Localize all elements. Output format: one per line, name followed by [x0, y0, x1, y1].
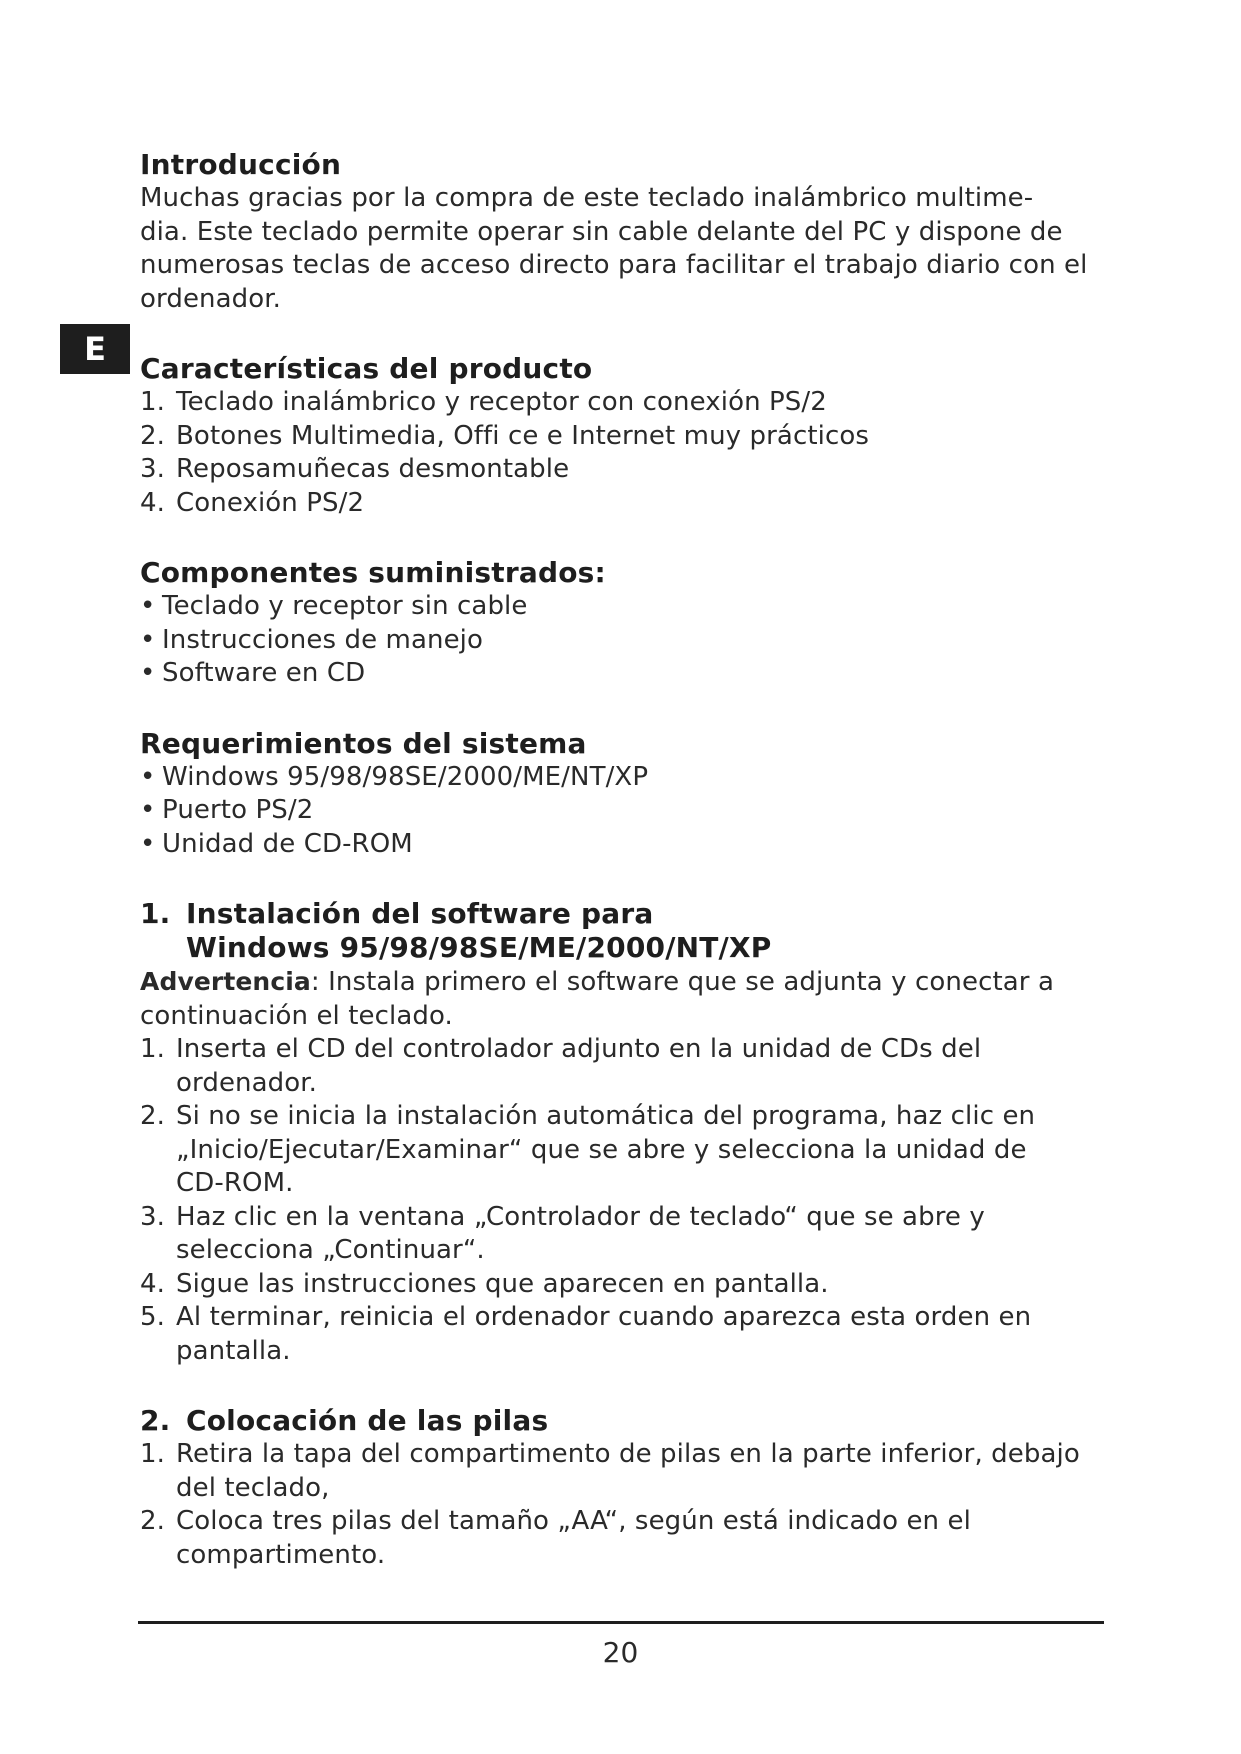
- item-text: Sigue las instrucciones que aparecen en pantalla.: [176, 1268, 829, 1299]
- language-tab-e: E: [60, 324, 130, 374]
- item-text: Teclado y receptor sin cable: [162, 591, 528, 621]
- list-item: [140, 761, 1100, 795]
- page-number: 20: [602, 1636, 639, 1669]
- list-item: [140, 624, 1100, 658]
- list-item: [140, 1201, 1100, 1268]
- item-number: 1.: [140, 387, 166, 417]
- install-title: [140, 897, 1100, 931]
- item-text: Reposamuñecas desmontable: [176, 454, 570, 484]
- item-text: compartimento.: [176, 1539, 386, 1570]
- batteries-title: [140, 1404, 1100, 1438]
- item-text: selecciona „Continuar“.: [176, 1235, 485, 1265]
- item-number: 1.: [140, 1034, 166, 1064]
- features-list: [140, 386, 1100, 520]
- footer-divider: [138, 1621, 1104, 1624]
- intro-line: Muchas gracias por la compra de este teclado inalámbrico multime-: [140, 183, 1034, 213]
- intro-line: dia. Este teclado permite operar sin cable delante del PC y dispone de: [140, 216, 1063, 247]
- warning-text: [140, 965, 1100, 1000]
- install-title-line: Windows 95/98/98SE/ME/2000/NT/XP: [186, 931, 772, 964]
- item-text: CD-ROM.: [176, 1168, 294, 1198]
- list-item: [140, 1438, 1100, 1505]
- components-list: [140, 590, 1100, 691]
- list-item: [140, 828, 1100, 862]
- section-number: 2.: [140, 1404, 171, 1437]
- list-item: [140, 487, 1100, 521]
- components-section: [140, 556, 1100, 691]
- list-item: [140, 420, 1100, 454]
- list-item: [140, 1033, 1100, 1100]
- item-text: Software en CD: [162, 658, 366, 688]
- item-text: Instrucciones de manejo: [162, 624, 483, 655]
- item-text: Haz clic en la ventana „Controlador de teclado“ que se abre y: [176, 1201, 985, 1232]
- item-number: 3.: [140, 1201, 166, 1232]
- install-title-line: Instalación del software para: [186, 897, 654, 930]
- item-text: Teclado inalámbrico y receptor con conexión PS/2: [176, 387, 827, 417]
- list-item: [140, 1505, 1100, 1572]
- item-number: 2.: [140, 1101, 166, 1131]
- item-text: Inserta el CD del controlador adjunto en la unidad de CDs del: [176, 1034, 982, 1064]
- list-item: [140, 1100, 1100, 1201]
- components-title: Componentes suministrados:: [140, 556, 606, 589]
- document-body: [140, 148, 1100, 1608]
- item-number: 1.: [140, 1439, 166, 1469]
- bullet-icon: •: [140, 624, 156, 655]
- item-text: del teclado,: [176, 1472, 330, 1503]
- item-number: 2.: [140, 1506, 166, 1536]
- item-number: 5.: [140, 1302, 166, 1332]
- item-text: Puerto PS/2: [162, 795, 314, 825]
- item-text: Unidad de CD-ROM: [162, 828, 413, 859]
- requirements-list: [140, 761, 1100, 862]
- install-title-os: [140, 931, 1100, 965]
- bullet-icon: •: [140, 795, 156, 825]
- intro-line: ordenador.: [140, 283, 282, 314]
- item-number: 3.: [140, 454, 166, 484]
- install-section: [140, 897, 1100, 1368]
- item-text: ordenador.: [176, 1067, 318, 1098]
- item-number: 4.: [140, 487, 166, 518]
- bullet-icon: •: [140, 591, 156, 621]
- warning-line: : Instala primero el software que se adjunta y conectar a: [310, 967, 1054, 997]
- batteries-section: [140, 1404, 1100, 1572]
- section-number: 1.: [140, 897, 171, 930]
- item-number: 2.: [140, 420, 166, 451]
- warning-line: continuación el teclado.: [140, 1000, 453, 1031]
- item-text: Coloca tres pilas del tamaño „AA“, según está indicado en el: [176, 1506, 971, 1536]
- batteries-steps: [140, 1438, 1100, 1572]
- item-text: „Inicio/Ejecutar/Examinar“ que se abre y selecciona la unidad de: [176, 1134, 1027, 1165]
- list-item: [140, 386, 1100, 420]
- bullet-icon: •: [140, 658, 156, 688]
- item-number: 4.: [140, 1268, 166, 1299]
- intro-section: [140, 148, 1100, 316]
- item-text: Windows 95/98/98SE/2000/ME/NT/XP: [162, 761, 649, 792]
- item-text: Conexión PS/2: [176, 487, 365, 518]
- item-text: pantalla.: [176, 1335, 291, 1366]
- intro-title: Introducción: [140, 148, 342, 181]
- features-section: [140, 352, 1100, 520]
- features-title: Características del producto: [140, 352, 593, 385]
- intro-line: numerosas teclas de acceso directo para facilitar el trabajo diario con el: [140, 250, 1088, 280]
- list-item: [140, 794, 1100, 828]
- bullet-icon: •: [140, 761, 156, 792]
- batteries-title-text: Colocación de las pilas: [186, 1404, 549, 1437]
- requirements-title: Requerimientos del sistema: [140, 726, 587, 760]
- list-item: [140, 1301, 1100, 1368]
- install-steps: [140, 1033, 1100, 1368]
- requirements-section: [140, 727, 1100, 862]
- list-item: [140, 453, 1100, 487]
- item-text: Si no se inicia la instalación automática del programa, haz clic en: [176, 1101, 1036, 1131]
- bullet-icon: •: [140, 828, 156, 859]
- list-item: [140, 657, 1100, 691]
- item-text: Botones Multimedia, Offi ce e Internet muy prácticos: [176, 420, 870, 451]
- item-text: Retira la tapa del compartimento de pilas en la parte inferior, debajo: [176, 1439, 1080, 1469]
- warning-label: Advertencia: [140, 967, 311, 996]
- item-text: Al terminar, reinicia el ordenador cuando aparezca esta orden en: [176, 1302, 1032, 1332]
- list-item: [140, 590, 1100, 624]
- indent: [140, 931, 186, 965]
- list-item: [140, 1268, 1100, 1302]
